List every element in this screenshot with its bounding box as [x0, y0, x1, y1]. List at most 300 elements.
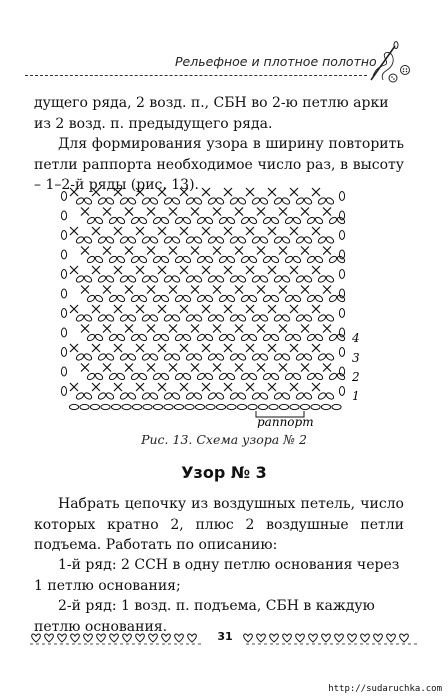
chain-loop [262, 216, 272, 225]
chain-loop [149, 392, 159, 401]
chain-loop [237, 236, 247, 245]
chain-loop [94, 255, 104, 264]
chain-loop [86, 255, 96, 264]
chain-loop [97, 314, 107, 323]
sc-stitch [202, 188, 210, 196]
chain-loop [171, 314, 181, 323]
chain-loop [160, 216, 170, 225]
turning-chain [339, 250, 344, 259]
chain-loop [207, 275, 217, 284]
heart-ornament [244, 634, 253, 642]
crochet-chart [60, 178, 380, 428]
chain-loop [130, 372, 140, 381]
chain-loop [127, 353, 137, 362]
chain-loop [138, 255, 148, 264]
chain-loop [295, 236, 305, 245]
chain-loop [86, 216, 96, 225]
chain-loop [182, 216, 192, 225]
sc-stitch [158, 305, 166, 313]
sc-stitch [136, 266, 144, 274]
sc-stitch [114, 188, 122, 196]
sc-stitch [257, 325, 265, 333]
turning-chain [61, 192, 66, 201]
chain-loop [130, 294, 140, 303]
row-number-4: 4 [352, 331, 360, 345]
chain-loop [317, 197, 327, 206]
chain-loop [292, 294, 302, 303]
chain-loop [160, 294, 170, 303]
chain-loop [215, 236, 225, 245]
foundation-chain [132, 404, 141, 409]
chain-loop [174, 216, 184, 225]
chain-loop [108, 372, 118, 381]
sc-stitch [290, 305, 298, 313]
heart-ornament [136, 634, 145, 642]
sc-stitch [268, 344, 276, 352]
sc-stitch [279, 247, 287, 255]
sc-stitch [158, 188, 166, 196]
turning-chain [339, 231, 344, 240]
sc-stitch [70, 383, 78, 391]
chain-loop [152, 216, 162, 225]
chain-loop [174, 372, 184, 381]
chain-loop [160, 333, 170, 342]
chain-loop [295, 197, 305, 206]
chain-loop [94, 294, 104, 303]
chain-loop [259, 197, 269, 206]
chain-loop [306, 216, 316, 225]
sc-stitch [268, 227, 276, 235]
chain-loop [270, 294, 280, 303]
sc-stitch [290, 383, 298, 391]
foundation-chain [321, 404, 330, 409]
sc-stitch [202, 305, 210, 313]
foundation-chain [90, 404, 99, 409]
chain-loop [152, 294, 162, 303]
sc-stitch [180, 383, 188, 391]
sc-stitch [92, 344, 100, 352]
foundation-chain [101, 404, 110, 409]
chain-loop [303, 353, 313, 362]
heart-ornament [296, 634, 305, 642]
chain-loop [284, 216, 294, 225]
chain-loop [193, 314, 203, 323]
chain-loop [328, 255, 338, 264]
chain-loop [130, 255, 140, 264]
sc-stitch [180, 344, 188, 352]
sc-stitch [290, 266, 298, 274]
turning-chain [339, 289, 344, 298]
chain-loop [314, 294, 324, 303]
chain-loop [328, 294, 338, 303]
chain-loop [218, 372, 228, 381]
chain-loop [281, 197, 291, 206]
sc-stitch [312, 227, 320, 235]
sc-stitch [224, 188, 232, 196]
chain-loop [97, 275, 107, 284]
chain-loop [141, 236, 151, 245]
sc-stitch [81, 208, 89, 216]
sc-stitch [213, 247, 221, 255]
sc-stitch [136, 227, 144, 235]
chain-loop [229, 275, 239, 284]
chain-loop [105, 275, 115, 284]
heart-ornament [400, 634, 409, 642]
sc-stitch [147, 247, 155, 255]
chain-loop [306, 294, 316, 303]
chain-loop [127, 197, 137, 206]
chain-loop [204, 255, 214, 264]
chain-loop [328, 216, 338, 225]
chain-loop [185, 392, 195, 401]
chain-loop [317, 236, 327, 245]
chain-loop [281, 236, 291, 245]
sc-stitch [323, 208, 331, 216]
chain-loop [163, 353, 173, 362]
sc-stitch [136, 188, 144, 196]
running-header [25, 42, 425, 84]
chain-loop [75, 275, 85, 284]
chain-loop [251, 392, 261, 401]
foundation-chain [69, 404, 78, 409]
chain-loop [251, 353, 261, 362]
sc-stitch [235, 208, 243, 216]
sc-stitch [70, 266, 78, 274]
chain-loop [171, 275, 181, 284]
sc-stitch [180, 266, 188, 274]
chain-loop [149, 197, 159, 206]
chain-loop [303, 392, 313, 401]
turning-chain [339, 387, 344, 396]
chain-loop [97, 353, 107, 362]
repeat-label: раппорт [257, 415, 314, 428]
turning-chain [61, 250, 66, 259]
sc-stitch [323, 325, 331, 333]
sc-stitch [125, 364, 133, 372]
chain-loop [281, 275, 291, 284]
chain-loop [83, 314, 93, 323]
chain-loop [259, 314, 269, 323]
chain-loop [193, 275, 203, 284]
chain-loop [251, 314, 261, 323]
chain-loop [262, 294, 272, 303]
chain-loop [240, 255, 250, 264]
heart-ornament [162, 634, 171, 642]
row-number-1: 1 [352, 389, 360, 403]
chain-loop [119, 392, 129, 401]
sc-stitch [246, 227, 254, 235]
sc-stitch [312, 305, 320, 313]
chain-loop [229, 392, 239, 401]
turning-chain [339, 309, 344, 318]
sc-stitch [202, 383, 210, 391]
row-numbers [351, 331, 360, 403]
chain-loop [229, 197, 239, 206]
sc-stitch [70, 344, 78, 352]
foundation-chain [164, 404, 173, 409]
chain-loop [174, 294, 184, 303]
sc-stitch [136, 305, 144, 313]
sc-stitch [169, 286, 177, 294]
sc-stitch [158, 227, 166, 235]
row-number-3: 3 [352, 351, 360, 365]
sc-stitch [268, 188, 276, 196]
foundation-chain [185, 404, 194, 409]
sc-stitch [191, 325, 199, 333]
chain-loop [149, 353, 159, 362]
chain-loop [83, 353, 93, 362]
chain-loop [240, 216, 250, 225]
chain-loop [163, 236, 173, 245]
heart-ornament [32, 634, 41, 642]
needle-yarn-icon [365, 40, 415, 86]
chain-loop [237, 197, 247, 206]
sc-stitch [235, 364, 243, 372]
turning-chain [61, 348, 66, 357]
figure-caption: Рис. 13. Схема узора № 2 [141, 432, 307, 447]
section-title: Узор № 3 [181, 463, 267, 482]
sc-stitch [268, 305, 276, 313]
chain-loop [325, 275, 335, 284]
chain-loop [152, 255, 162, 264]
sc-stitch [224, 383, 232, 391]
turning-chain [61, 289, 66, 298]
chain-loop [185, 236, 195, 245]
paragraph-cast-on: Набрать цепочку из воздушных петель, число которых кратно 2, плюс 2 воздушные петли подъема. Работать по описанию: [34, 496, 404, 553]
chain-loop [94, 216, 104, 225]
chain-loop [141, 314, 151, 323]
chain-loop [248, 333, 258, 342]
sc-stitch [169, 364, 177, 372]
chain-loop [262, 255, 272, 264]
chain-loop [306, 372, 316, 381]
chain-loop [75, 197, 85, 206]
sc-stitch [268, 383, 276, 391]
chain-loop [270, 255, 280, 264]
chain-loop [83, 392, 93, 401]
chain-loop [325, 392, 335, 401]
foundation-chain [174, 404, 183, 409]
chain-loop [295, 392, 305, 401]
chain-loop [237, 275, 247, 284]
sc-stitch [202, 344, 210, 352]
paragraph-row-2: 2-й ряд: 1 возд. п. подъема, СБН в каждую петлю основания. [34, 598, 375, 635]
chain-loop [130, 216, 140, 225]
chain-loop [185, 275, 195, 284]
chain-loop [86, 294, 96, 303]
sc-stitch [202, 227, 210, 235]
chain-loop [273, 197, 283, 206]
chain-loop [163, 314, 173, 323]
turning-chain [61, 387, 66, 396]
chain-loop [119, 197, 129, 206]
chart-stitches [61, 188, 345, 410]
chain-loop [215, 197, 225, 206]
heart-ornament [58, 634, 67, 642]
sc-stitch [169, 325, 177, 333]
sc-stitch [147, 286, 155, 294]
sc-stitch [268, 266, 276, 274]
chain-loop [171, 392, 181, 401]
chain-loop [163, 197, 173, 206]
heart-ornament [309, 634, 318, 642]
chain-loop [270, 216, 280, 225]
heart-ornament [110, 634, 119, 642]
chain-loop [215, 275, 225, 284]
turning-chain [61, 309, 66, 318]
chain-loop [105, 392, 115, 401]
foundation-chain [290, 404, 299, 409]
chain-loop [229, 314, 239, 323]
chain-loop [270, 372, 280, 381]
chain-loop [105, 236, 115, 245]
chain-loop [127, 236, 137, 245]
heart-ornament [188, 634, 197, 642]
chain-loop [226, 255, 236, 264]
chain-loop [86, 372, 96, 381]
foundation-chain [80, 404, 89, 409]
sc-stitch [202, 266, 210, 274]
sc-stitch [224, 344, 232, 352]
chain-loop [204, 216, 214, 225]
heart-ornament [283, 634, 292, 642]
chain-loop [248, 216, 258, 225]
turning-chain [339, 348, 344, 357]
chain-loop [317, 314, 327, 323]
sc-stitch [213, 364, 221, 372]
chain-loop [317, 275, 327, 284]
sc-stitch [257, 208, 265, 216]
chain-loop [182, 372, 192, 381]
sc-stitch [103, 247, 111, 255]
sc-stitch [114, 344, 122, 352]
turning-chain [339, 211, 344, 220]
sc-stitch [169, 247, 177, 255]
chain-loop [163, 392, 173, 401]
sc-stitch [103, 364, 111, 372]
chain-loop [196, 255, 206, 264]
sc-stitch [147, 208, 155, 216]
chain-loop [262, 372, 272, 381]
chain-loop [317, 353, 327, 362]
sc-stitch [70, 188, 78, 196]
chain-loop [207, 236, 217, 245]
sc-stitch [125, 325, 133, 333]
chain-loop [130, 333, 140, 342]
sc-stitch [257, 286, 265, 294]
chain-loop [182, 294, 192, 303]
chain-loop [248, 255, 258, 264]
turning-chain [61, 367, 66, 376]
sc-stitch [125, 247, 133, 255]
sc-stitch [246, 344, 254, 352]
turning-chain [61, 270, 66, 279]
continued-paragraph [34, 93, 404, 134]
sc-stitch [235, 247, 243, 255]
chain-loop [108, 255, 118, 264]
sc-stitch [301, 286, 309, 294]
chain-loop [141, 275, 151, 284]
chain-loop [193, 353, 203, 362]
sc-stitch [169, 208, 177, 216]
sc-stitch [323, 364, 331, 372]
chain-loop [127, 275, 137, 284]
sc-stitch [81, 364, 89, 372]
chain-loop [207, 353, 217, 362]
chain-loop [237, 353, 247, 362]
chain-loop [284, 333, 294, 342]
chain-loop [207, 314, 217, 323]
sc-stitch [92, 188, 100, 196]
sc-stitch [279, 325, 287, 333]
chain-loop [207, 392, 217, 401]
sc-stitch [191, 208, 199, 216]
sc-stitch [312, 344, 320, 352]
sc-stitch [191, 247, 199, 255]
chain-loop [251, 236, 261, 245]
chain-loop [229, 236, 239, 245]
heart-ornament [175, 634, 184, 642]
chain-loop [116, 333, 126, 342]
sc-stitch [323, 286, 331, 294]
sc-stitch [92, 266, 100, 274]
chain-loop [314, 216, 324, 225]
sc-stitch [70, 305, 78, 313]
sc-stitch [246, 188, 254, 196]
sc-stitch [279, 208, 287, 216]
chain-loop [119, 353, 129, 362]
sc-stitch [257, 364, 265, 372]
sc-stitch [312, 383, 320, 391]
chain-loop [218, 255, 228, 264]
chain-loop [303, 275, 313, 284]
sc-stitch [136, 344, 144, 352]
chain-loop [94, 372, 104, 381]
chain-loop [141, 197, 151, 206]
chain-loop [138, 333, 148, 342]
foundation-chain [216, 404, 225, 409]
chain-loop [284, 294, 294, 303]
sc-stitch [81, 286, 89, 294]
paragraph-line: из 2 возд. п. предыдущего ряда. [34, 115, 273, 132]
chain-loop [229, 353, 239, 362]
turning-chain [61, 328, 66, 337]
chain-loop [226, 216, 236, 225]
chain-loop [182, 255, 192, 264]
chain-loop [138, 216, 148, 225]
sc-stitch [180, 188, 188, 196]
chain-loop [284, 372, 294, 381]
chain-loop [292, 372, 302, 381]
sc-stitch [246, 266, 254, 274]
chain-loop [196, 333, 206, 342]
chain-loop [292, 333, 302, 342]
chain-loop [306, 255, 316, 264]
chain-loop [317, 392, 327, 401]
chain-loop [160, 255, 170, 264]
turning-chain [339, 367, 344, 376]
sc-stitch [114, 383, 122, 391]
heart-ornament [84, 634, 93, 642]
chain-loop [138, 294, 148, 303]
paragraph-line: дущего ряда, 2 возд. п., СБН во 2-ю петлю арки [34, 95, 389, 111]
chain-loop [306, 333, 316, 342]
chain-loop [97, 197, 107, 206]
heart-ornament [97, 634, 106, 642]
chain-loop [83, 275, 93, 284]
chain-loop [295, 275, 305, 284]
chain-loop [116, 255, 126, 264]
